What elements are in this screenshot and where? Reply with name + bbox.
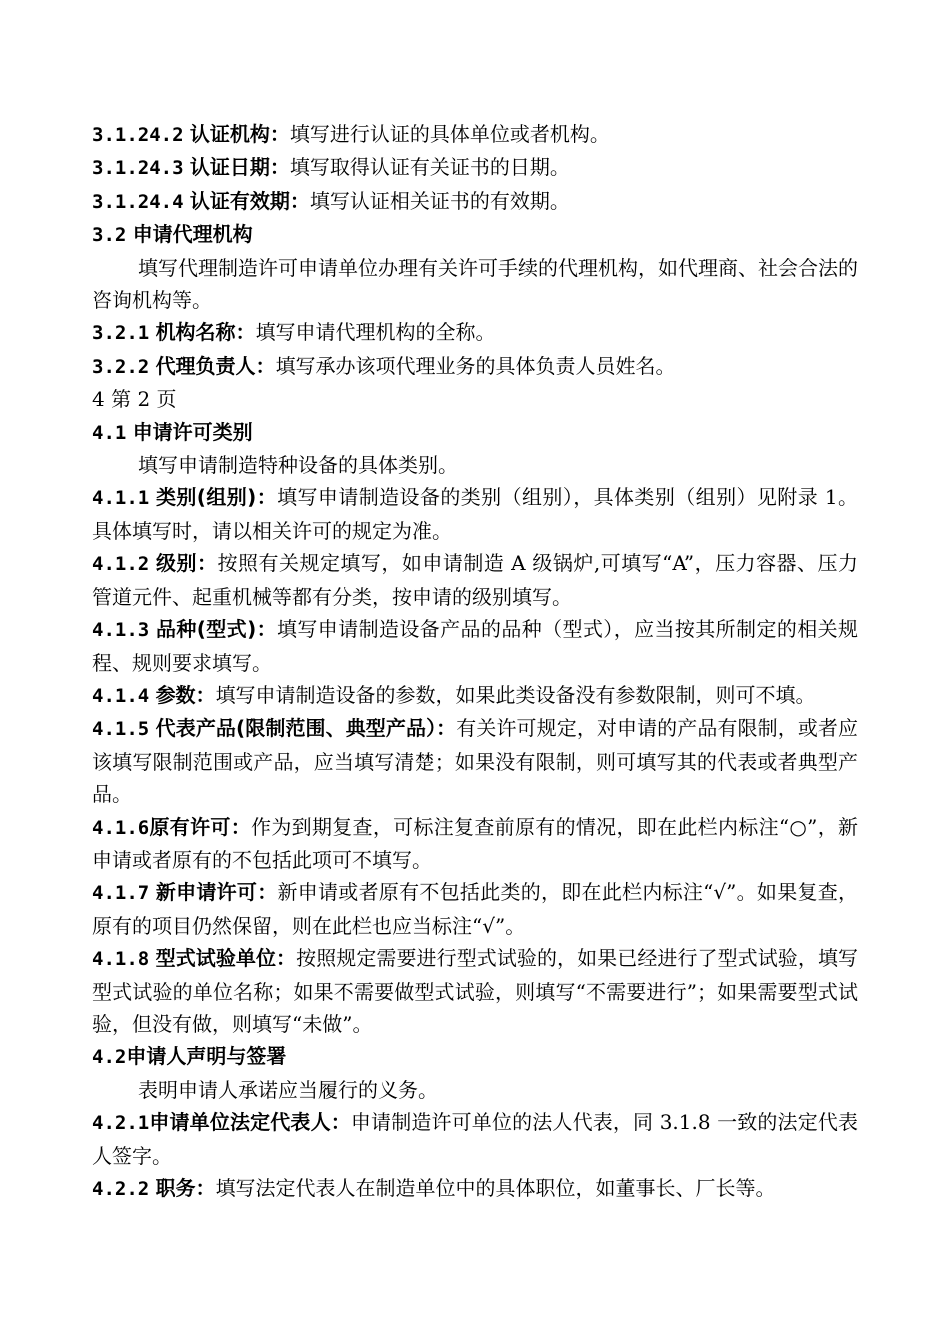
section-number: 4.1.1 (92, 487, 150, 510)
term-label: 代理负责人： (155, 353, 276, 378)
section-number: 4.1.8 (92, 948, 150, 971)
paragraph-3-2-2 (92, 350, 858, 383)
paragraph-4-1-2 (92, 547, 858, 613)
term-label: 代表产品(限制范围、典型产品）： (155, 716, 457, 741)
paragraph-4-1-1 (92, 481, 858, 547)
section-number: 4.1.2 (92, 553, 150, 576)
section-number: 3.2.1 (92, 322, 150, 345)
paragraph-text: 填写申请制造设备的类别（组别），具体类别（组别）见附录 1。具体填写时，请以相关许可的规定为准。 (92, 485, 858, 543)
section-number: 4.1.3 (92, 619, 150, 642)
paragraph-4-1-4 (92, 679, 858, 712)
term-label: 申请单位法定代表人： (149, 1110, 351, 1135)
paragraph-3-2-1 (92, 316, 858, 349)
term-label: 原有许可： (149, 814, 252, 839)
heading-title: 申请代理机构 (132, 222, 253, 247)
paragraph-text: 按照有关规定填写，如申请制造 A 级锅炉,可填写“A”，压力容器、压力管道元件、起重机械等都有分类，按申请的级别填写。 (92, 551, 859, 609)
paragraph-text: 填写法定代表人在制造单位中的具体职位，如董事长、厂长等。 (215, 1176, 776, 1200)
paragraph-4-1-3 (92, 613, 858, 679)
section-number: 3.1.24.2 (92, 124, 184, 146)
term-label: 品种(型式)： (155, 617, 278, 642)
paragraph-4-1-7 (92, 876, 858, 942)
body-paragraph: 表明申请人承诺应当履行的义务。 (138, 1077, 438, 1102)
paragraph-3-1-24-2 (92, 118, 858, 151)
section-number: 4.1.5 (92, 718, 150, 741)
paragraph-4-2-1 (92, 1106, 858, 1172)
paragraph-text: 填写申请制造设备的参数，如果此类设备没有参数限制，则可不填。 (215, 682, 816, 707)
paragraph-4-2-2 (92, 1172, 858, 1205)
paragraph-text: 填写认证相关证书的有效期。 (309, 188, 570, 213)
heading-title: 申请许可类别 (132, 419, 253, 444)
paragraph-text: 有关许可规定，对申请的产品有限制，或者应该填写限制范围或产品，应当填写清楚；如果没有限制，则可填写其的代表或者典型产品。 (92, 716, 859, 807)
section-number: 3.1.24.4 (92, 190, 184, 213)
term-label: 新申请许可： (155, 880, 278, 905)
paragraph-3-1-24-4 (92, 185, 858, 218)
paragraph-text: 作为到期复查，可标注复查前原有的情况，即在此栏内标注“○”，新申请或者原有的不包括此项可不填写。 (92, 814, 859, 872)
paragraph-text: 按照规定需要进行型式试验的，如果已经进行了型式试验，填写型式试验的单位名称；如果不需要做型式试验，则填写“不需要进行”；如果需要型式试验，但没有做，则填写“未做”。 (92, 946, 859, 1036)
section-number: 3.2.2 (92, 355, 150, 378)
section-number: 4.1.7 (92, 882, 150, 905)
term-label: 类别(组别)： (155, 485, 278, 510)
section-number: 3.2 (92, 224, 127, 247)
section-number: 4.2 (92, 1046, 127, 1069)
paragraph-3-1-24-3 (92, 151, 858, 184)
term-label: 级别： (156, 551, 218, 576)
document-page (92, 118, 858, 1205)
paragraph-text: 填写承办该项代理业务的具体负责人员姓名。 (275, 353, 676, 378)
paragraph-text: 填写申请制造设备产品的品种（型式），应当按其所制定的相关规程、规则要求填写。 (92, 617, 859, 675)
paragraph-text: 新申请或者原有不包括此类的，即在此栏内标注“√”。如果复查，原有的项目仍然保留，则在此栏也应当标注“√”。 (92, 880, 859, 938)
term-label: 型式试验单位： (155, 946, 297, 971)
body-paragraph: 填写申请制造特种设备的具体类别。 (138, 453, 458, 478)
section-number: 4.1 (92, 421, 127, 444)
heading-title: 申请人声明与签署 (126, 1044, 287, 1069)
paragraph-text: 填写申请代理机构的全称。 (255, 320, 496, 345)
paragraph-text: 申请制造许可单位的法人代表，同 3.1.8 一致的法定代表人签字。 (92, 1110, 859, 1168)
section-number: 4.1.6 (92, 816, 150, 839)
paragraph-4-1-5 (92, 712, 858, 810)
heading-3-2 (92, 218, 858, 251)
paragraph-4-1-8 (92, 942, 858, 1040)
term-label: 认证机构： (189, 122, 290, 146)
page-marker: 4 第 2 页 (92, 387, 177, 412)
section-number: 4.2.1 (92, 1112, 150, 1135)
section-number: 4.1.4 (92, 684, 150, 707)
term-label: 参数： (155, 682, 216, 707)
section-number: 3.1.24.3 (92, 157, 184, 180)
term-label: 机构名称： (155, 320, 256, 345)
term-label: 认证有效期： (189, 188, 310, 213)
heading-4-1 (92, 416, 858, 449)
term-label: 认证日期： (189, 155, 290, 180)
heading-4-2 (92, 1040, 858, 1073)
paragraph-text: 填写进行认证的具体单位或者机构。 (289, 122, 610, 146)
section-number: 4.2.2 (92, 1178, 150, 1200)
term-label: 职务： (155, 1176, 216, 1200)
paragraph-4-1-6 (92, 811, 858, 877)
paragraph-text: 填写取得认证有关证书的日期。 (289, 155, 570, 180)
body-paragraph: 填写代理制造许可申请单位办理有关许可手续的代理机构，如代理商、社会合法的咨询机构等。 (92, 255, 858, 313)
